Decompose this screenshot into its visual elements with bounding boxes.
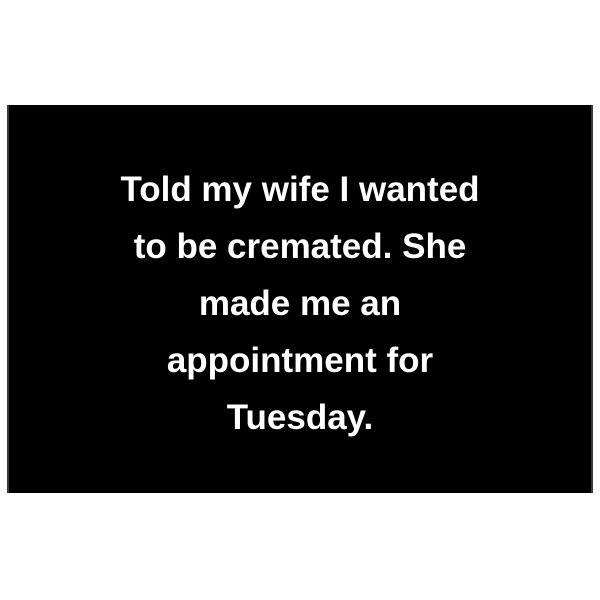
caption-line-2: to be cremated. She [133,227,467,266]
caption-line-1: Told my wife I wanted [120,170,480,209]
meme-panel [7,105,593,493]
caption-line-3: made me an [198,284,402,323]
caption-line-5: Tuesday. [226,398,374,437]
caption-line-4: appointment for [166,341,434,380]
meme-caption [9,161,591,446]
